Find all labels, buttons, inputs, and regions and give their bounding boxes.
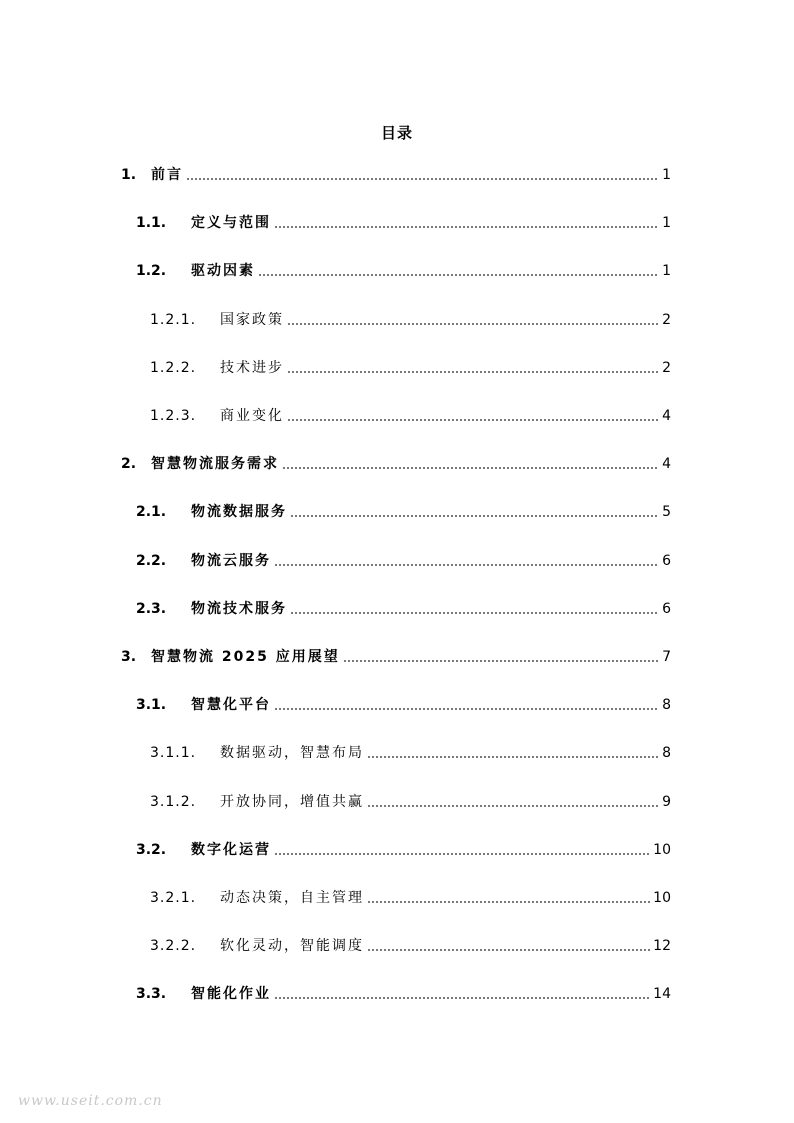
toc-entry-number: 2.1. [136, 504, 167, 521]
toc-entry-page-number: 6 [662, 552, 671, 569]
toc-entry-title: 国家政策 [220, 311, 284, 328]
toc-entry-title: 驱动因素 [191, 263, 255, 280]
toc-entry[interactable] [136, 208, 671, 238]
toc-entry-page-number: 5 [662, 504, 671, 521]
toc-entry[interactable] [150, 883, 671, 913]
dot-leader [186, 178, 659, 180]
toc-entry-number: 3.1.2. [150, 793, 197, 810]
toc-entry-page-number: 9 [662, 793, 671, 810]
toc-entry-title: 前言 [151, 167, 183, 183]
toc-entry[interactable] [150, 401, 671, 431]
toc-entry-number: 3. [121, 649, 137, 665]
dot-leader [367, 756, 659, 758]
toc-entry[interactable] [150, 305, 671, 335]
toc-entry-page-number: 14 [653, 986, 671, 1003]
toc-entry-title: 动态决策，自主管理 [220, 890, 364, 906]
dot-leader [290, 515, 659, 517]
toc-entry-number: 2.3. [136, 600, 167, 617]
toc-entry[interactable] [136, 690, 671, 720]
toc-entry[interactable] [136, 497, 671, 527]
toc-entry-number: 1. [121, 167, 137, 183]
toc-entry-page-number: 8 [662, 745, 671, 762]
dot-leader [343, 660, 659, 662]
toc-entry-page-number: 12 [653, 938, 671, 955]
toc-entry-title: 数据驱动，智慧布局 [220, 745, 364, 762]
toc-entry-number: 1.2.3. [150, 408, 197, 424]
dot-leader [287, 371, 659, 373]
toc-entry-page-number: 2 [662, 359, 671, 376]
toc-entry[interactable] [150, 931, 671, 961]
dot-leader [287, 323, 659, 325]
dot-leader [274, 708, 659, 710]
toc-entry[interactable] [121, 642, 671, 672]
toc-entry-title: 定义与范围 [191, 215, 271, 232]
toc-entry-number: 2. [121, 456, 137, 473]
dot-leader [282, 467, 659, 469]
toc-entry-title: 数字化运营 [191, 841, 271, 858]
toc-entry-page-number: 6 [662, 600, 671, 617]
toc-entry-title: 技术进步 [220, 359, 284, 376]
toc-entry-title: 智能化作业 [191, 986, 271, 1003]
dot-leader [274, 226, 659, 228]
toc-entry-page-number: 8 [662, 697, 671, 714]
toc-entry-title: 智慧物流服务需求 [151, 456, 279, 473]
toc-entry-page-number: 1 [662, 263, 671, 280]
toc-entry-number: 1.1. [136, 215, 167, 232]
toc-entry-title: 商业变化 [220, 408, 284, 424]
toc-entry[interactable] [150, 353, 671, 383]
dot-leader [290, 612, 659, 614]
toc-entry-title: 智慧化平台 [191, 697, 271, 714]
toc-entry[interactable] [136, 546, 671, 576]
toc-entry-number: 1.2.1. [150, 311, 197, 328]
toc-entry-title: 智慧物流 2025 应用展望 [151, 649, 340, 665]
toc-entry[interactable] [136, 594, 671, 624]
toc-entry-page-number: 10 [653, 841, 671, 858]
toc-entry-number: 3.3. [136, 986, 167, 1003]
dot-leader [274, 564, 659, 566]
toc-entry[interactable] [121, 449, 671, 479]
toc-entry-number: 3.2. [136, 841, 167, 858]
dot-leader [367, 805, 659, 807]
toc-entry[interactable] [136, 835, 671, 865]
toc-entry[interactable] [136, 256, 671, 286]
dot-leader [274, 997, 650, 999]
toc-entry-page-number: 1 [662, 215, 671, 232]
dot-leader [287, 419, 659, 421]
toc-entry[interactable] [121, 160, 671, 190]
toc-entry-page-number: 4 [662, 456, 671, 473]
dot-leader [258, 274, 659, 276]
dot-leader [367, 901, 650, 903]
dot-leader [367, 949, 650, 951]
dot-leader [274, 853, 650, 855]
toc-entry-page-number: 10 [653, 890, 671, 906]
toc-entry[interactable] [136, 979, 671, 1009]
toc-entry-number: 3.1.1. [150, 745, 197, 762]
toc-entry[interactable] [150, 787, 671, 817]
toc-entry-number: 3.2.2. [150, 938, 197, 955]
toc-entry-page-number: 7 [662, 649, 671, 665]
toc-entry-page-number: 4 [662, 408, 671, 424]
toc-entry-title: 物流数据服务 [191, 504, 287, 521]
toc-entry-title: 开放协同，增值共赢 [220, 793, 364, 810]
toc-entry-title: 软化灵动，智能调度 [220, 938, 364, 955]
toc-entry-number: 1.2. [136, 263, 167, 280]
watermark: www.useit.com.cn [18, 1093, 163, 1109]
toc-entry-title: 物流云服务 [191, 552, 271, 569]
toc-entry-number: 2.2. [136, 552, 167, 569]
toc-entry-page-number: 1 [662, 167, 671, 183]
toc-entry-page-number: 2 [662, 311, 671, 328]
toc-entry-title: 物流技术服务 [191, 600, 287, 617]
toc-entry-number: 3.1. [136, 697, 167, 714]
toc-entry-number: 3.2.1. [150, 890, 197, 906]
toc-entry[interactable] [150, 738, 671, 768]
page-title: 目录 [380, 124, 413, 142]
toc-entry-number: 1.2.2. [150, 359, 197, 376]
